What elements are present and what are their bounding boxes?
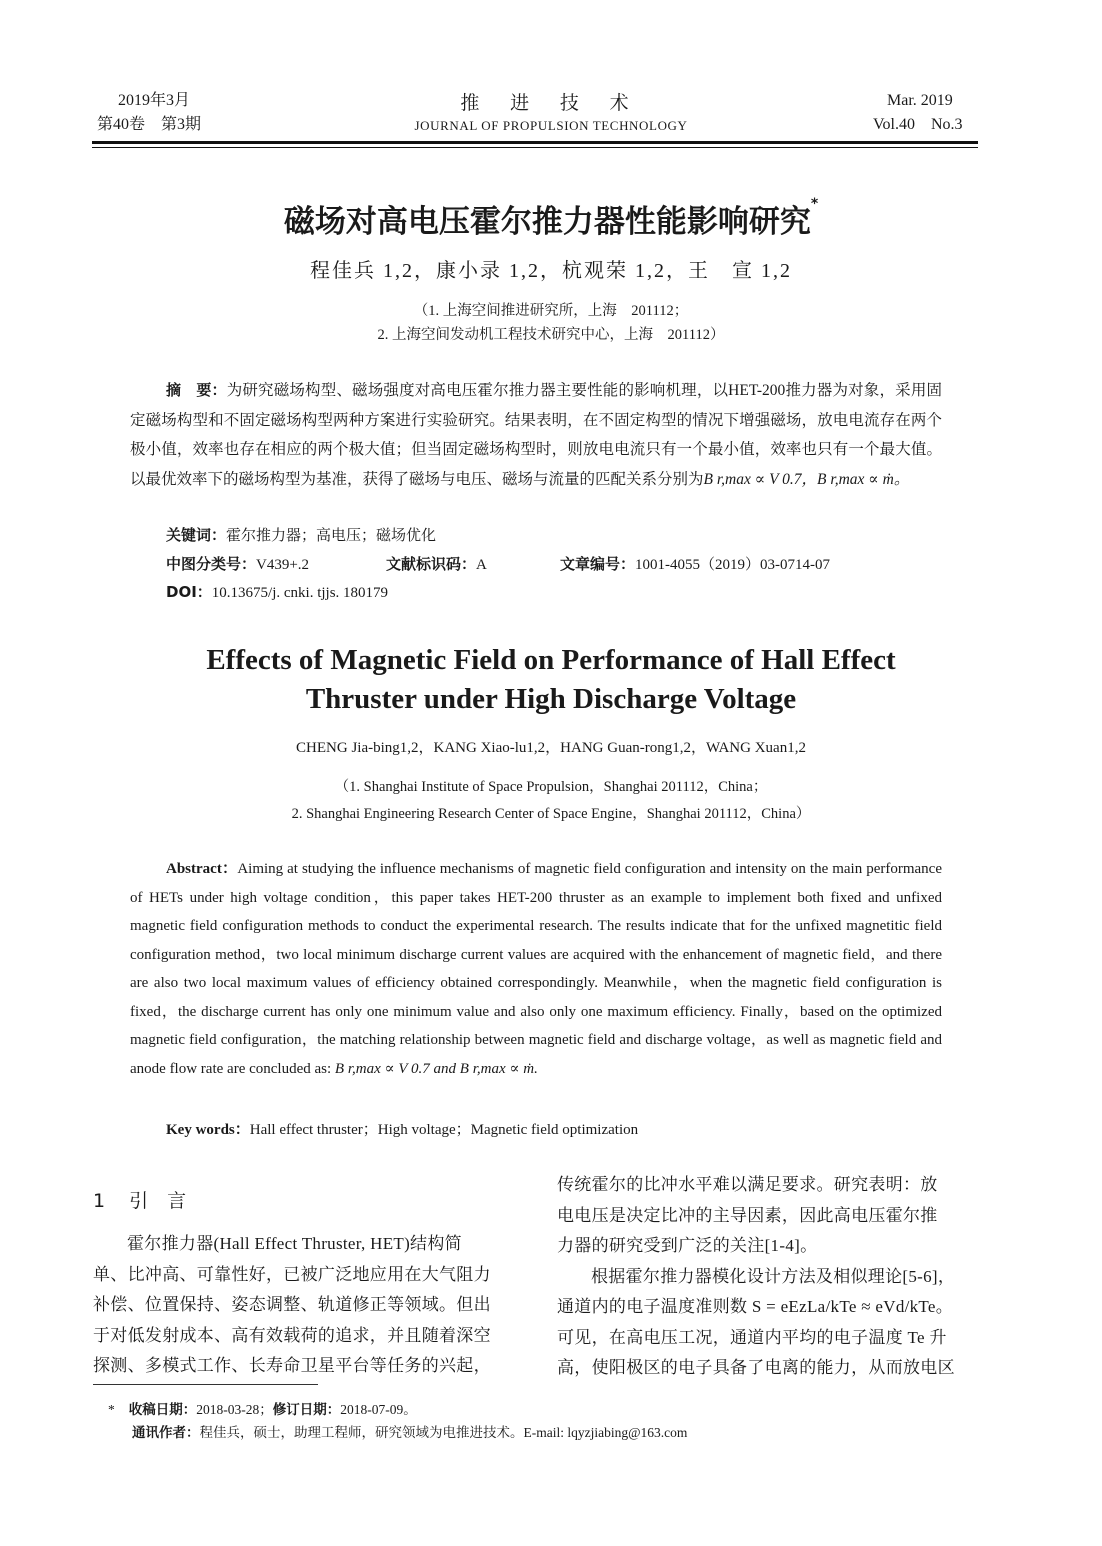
body-right-line-3: 力器的研究受到广泛的关注[1-4]。	[557, 1236, 818, 1255]
header-date-cn: 2019年3月	[118, 92, 191, 109]
affiliation-en-2: 2. Shanghai Engineering Research Center of Space Engine，Shanghai 201112，China）	[291, 806, 811, 822]
body-right-line-4: 根据霍尔推力器模化设计方法及相似理论[5-6]，	[591, 1266, 956, 1286]
body-right-line-1: 传统霍尔的比冲水平难以满足要求。研究表明：放	[557, 1175, 938, 1194]
abstract-cn-text: 为研究磁场构型、磁场强度对高电压霍尔推力器主要性能的影响机理，以HET-200推力器为对象，采用固定磁场构型和不固定磁场构型两种方案进行实验研究。结果表明，在不固定构型的情况下增强磁场，放电电流存在两个极小值，效率也存在相应的两个极大值；但当固定磁场构型时，则放电电流只有一个最小值，效率也只有一个最大值。以最优效率下的磁场构型为基准，获得了磁场与电压、磁场与流量的匹配关系分别为	[130, 382, 942, 488]
footnote-rule	[93, 1384, 318, 1385]
authors-en: CHENG Jia-bing1,2，KANG Xiao-lu1,2，HANG Guan-rong1,2，WANG Xuan1,2	[296, 740, 806, 756]
body-right-line-6: 可见，在高电压工况，通道内平均的电子温度 Te 升	[557, 1327, 947, 1347]
affiliation-cn-2: 2. 上海空间发动机工程技术研究中心，上海 201112）	[377, 327, 725, 343]
abstract-en-label: Abstract：	[166, 861, 238, 877]
title-footnote-mark: *	[810, 196, 819, 212]
keywords-cn: 关键词：霍尔推力器；高电压；磁场优化	[166, 526, 437, 544]
paper-title-cn: 磁场对高电压霍尔推力器性能影响研究*	[283, 196, 819, 240]
footnote-corresponding-author: 通讯作者：程佳兵，硕士，助理工程师，研究领域为电推进技术。E-mail: lqyzjiabing@163.com	[132, 1425, 688, 1441]
abstract-en-text: Aiming at studying the influence mechanisms of magnetic field configuration and intensity on the main performance of HETs under high voltage condition，this paper takes HET-200 thruster as an example to implement both fixed and unfixed magnetic field configuration methods to conduct the experimental research. The results indicate that for the unfixed magnetitic field configuration method，two local minimum discharge current values are acquired with the enhancement of magnetic field，and there are also two local maximum values of efficiency obtained correspondingly. Meanwhile，when the magnetic field configuration is fixed，the discharge current has only one minimum value and also only one maximum efficiency. Finally，based on the optimized magnetic field configuration，the matching relationship between magnetic field and discharge voltage，as well as magnetic field and anode flow rate are concluded as:	[130, 861, 942, 1077]
body-right-line-5: 通道内的电子温度准则数 S = eEzLa/kTe ≈ eVd/kTe。	[557, 1297, 954, 1316]
body-column-left	[93, 1229, 519, 1382]
authors-cn: 程佳兵 1,2，康小录 1,2，杭观荣 1,2，王 宣 1,2	[310, 260, 792, 282]
body-right-line-7: 高，使阳极区的电子具备了电离的能力，从而放电区	[557, 1358, 955, 1377]
body-column-right	[557, 1170, 983, 1384]
abstract-cn-formula: B r,max ∝ V 0.7，B r,max ∝ ṁ。	[703, 470, 910, 488]
doi: DOI：10.13675/j. cnki. tjjs. 180179	[166, 583, 389, 601]
paper-title-en-line-1: Effects of Magnetic Field on Performance of Hall Effect	[206, 644, 896, 676]
abstract-cn-label: 摘 要：	[166, 381, 227, 399]
article-number: 文章编号：1001-4055（2019）03-0714-07	[560, 555, 831, 573]
header-rule-thin	[92, 147, 978, 148]
affiliation-en-1: （1. Shanghai Institute of Space Propulsion，Shanghai 201112，China；	[334, 779, 768, 795]
header-date-en: Mar. 2019	[887, 92, 953, 109]
body-left-line-1: 霍尔推力器(Hall Effect Thruster, HET)结构简	[127, 1234, 462, 1253]
body-left-line-2: 单、比冲高、可靠性好，已被广泛地应用在大气阻力	[93, 1264, 491, 1284]
footnote-mark: *	[108, 1402, 115, 1417]
body-left-line-5: 探测、多模式工作、长寿命卫星平台等任务的兴起，	[93, 1356, 491, 1375]
body-left-line-3: 补偿、位置保持、姿态调整、轨道修正等领域。但出	[93, 1295, 491, 1314]
abstract-cn	[130, 376, 942, 494]
footnote-dates: * 收稿日期：2018-03-28；修订日期：2018-07-09。	[108, 1402, 417, 1418]
keywords-en: Key words：Hall effect thruster；High voltage；Magnetic field optimization	[166, 1122, 639, 1138]
header-volume-en: Vol.40 No.3	[873, 116, 963, 133]
header-journal-en: JOURNAL OF PROPULSION TECHNOLOGY	[414, 118, 688, 133]
section-heading	[93, 1186, 186, 1213]
header-journal-cn: 推 进 技 术	[460, 93, 642, 114]
header-volume-cn: 第40卷 第3期	[97, 116, 202, 133]
document-code: 文献标识码：A	[386, 555, 487, 573]
affiliation-cn-1: （1. 上海空间推进研究所，上海 201112；	[413, 303, 689, 319]
paper-title-en-line-2: Thruster under High Discharge Voltage	[305, 683, 797, 715]
section-title: 引 言	[129, 1190, 187, 1212]
header-rule-thick	[92, 141, 978, 144]
section-number: 1	[93, 1190, 106, 1212]
abstract-en-formula: B r,max ∝ V 0.7 and B r,max ∝ ṁ.	[334, 1060, 538, 1077]
body-left-line-4: 于对低发射成本、高有效载荷的追求，并且随着深空	[93, 1325, 491, 1345]
abstract-en	[130, 855, 942, 1083]
classification-number: 中图分类号：V439+.2	[166, 555, 310, 573]
body-right-line-2: 电电压是决定比冲的主导因素，因此高电压霍尔推	[557, 1205, 938, 1225]
